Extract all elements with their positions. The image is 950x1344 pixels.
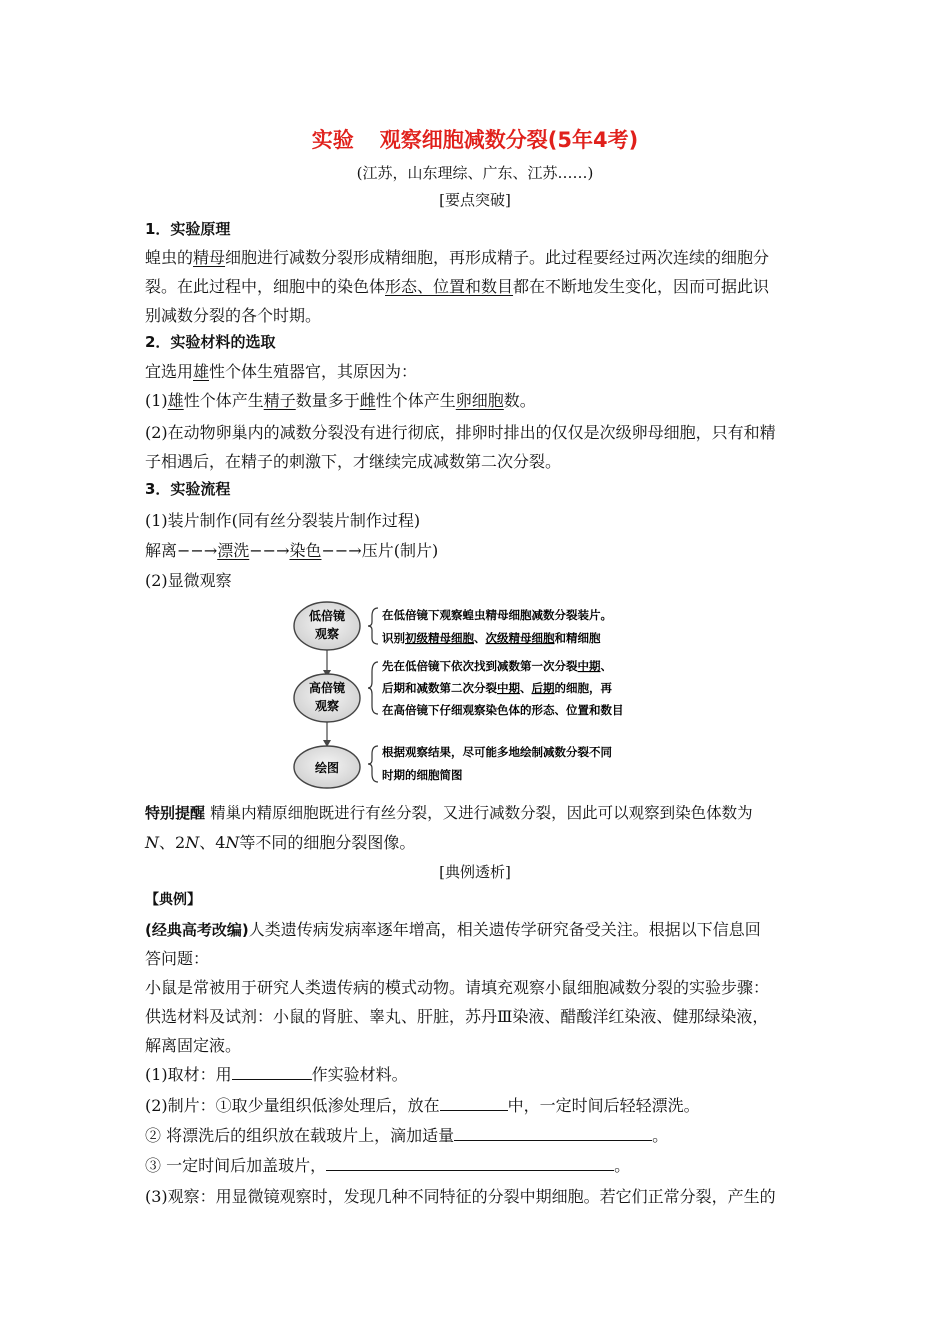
brace-icon [368,608,378,644]
question-3 [145,1123,668,1146]
low-power-desc-2: 识别初级精母细胞、次级精母细胞和精细胞 [382,631,601,645]
underlined-text: 雄 [167,391,184,410]
principle-line-1 [145,245,769,268]
materials-line-1 [145,359,417,382]
procedure-line-1: (1)装片制作(同有丝分裂装片制作过程) [145,511,421,530]
node-high-power-label-2: 观察 [314,699,340,713]
heading-materials: 2．实验材料的选取 [145,333,276,351]
text: (2)制片：①取少量组织低渗处理后，放在 [145,1096,440,1115]
high-power-desc-3: 在高倍镜下仔细观察染色体的形态、位置和数目 [382,703,624,717]
answer-blank[interactable] [440,1096,508,1111]
question-1 [145,1062,408,1085]
question-5: (3)观察：用显微镜观察时，发现几种不同特征的分裂中期细胞。若它们正常分裂，产生的 [145,1187,776,1206]
text: 蝗虫的 [145,248,194,267]
text: 中，一定时间后轻轻漂洗。 [507,1096,700,1115]
text: 数。 [503,391,536,410]
answer-blank[interactable] [232,1065,312,1080]
answer-blank[interactable] [326,1156,614,1171]
materials-line-3: (2)在动物卵巢内的减数分裂没有进行彻底，排卵时排出的仅仅是次级卵母细胞，只有和精 [145,423,776,442]
flow-step-stain: 染色 [289,541,322,560]
flow-arrow: −−→ [249,541,290,560]
var-n: N [225,833,240,852]
var-n: N [185,833,200,852]
flow-step-dissociation: 解离 [145,541,178,560]
question-4 [145,1153,630,1176]
underlined-text: 雌 [359,391,376,410]
heading-principle: 1．实验原理 [145,220,231,238]
underlined-text: 雄 [193,362,210,381]
text: 都在不断地发生变化，因而可据此识 [513,277,770,296]
flow-arrow: −−→ [321,541,362,560]
title-part-2: 观察细胞减数分裂(5年4考) [379,128,639,152]
underlined-text: 卵细胞 [455,391,504,410]
drawing-desc-1: 根据观察结果，尽可能多地绘制减数分裂不同 [382,745,612,759]
example-line-1 [145,917,761,940]
text: (1) [145,391,168,410]
brace-icon [368,662,378,714]
underlined-text: 精子 [263,391,296,410]
underlined-text: 精母 [193,248,226,267]
text: 细胞进行减数分裂形成精细胞，再形成精子。此过程要经过两次连续的细胞分 [225,248,770,267]
answer-blank[interactable] [454,1126,652,1141]
text: 裂。在此过程中，细胞中的染色体 [145,277,386,296]
underlined-text: 形态、位置和数目 [385,277,514,296]
tip-line-1 [145,801,753,823]
text: 性个体生殖器官，其原因为： [209,362,418,381]
source-label: (经典高考改编) [145,921,249,939]
flow-step-rinse: 漂洗 [217,541,250,560]
text: 。 [614,1156,631,1175]
drawing-desc-2: 时期的细胞简图 [382,768,463,782]
question-2 [145,1093,700,1116]
subtitle: (江苏，山东理综、广东、江苏……) [356,164,594,182]
example-line-5: 解离固定液。 [145,1036,242,1055]
text: 性个体产生 [375,391,456,410]
section-header-examples: [典例透析] [439,863,511,881]
high-power-desc-2: 后期和减数第二次分裂中期、后期的细胞，再 [382,681,612,695]
text: ② 将漂洗后的组织放在载玻片上，滴加适量 [145,1126,455,1145]
text: 、2 [159,833,186,852]
text: 作实验材料。 [311,1065,408,1084]
example-line-2: 答问题： [145,949,210,968]
node-low-power-label-2: 观察 [314,627,340,641]
tip-label: 特别提醒 [145,804,206,822]
tip-line-2 [145,830,415,853]
example-line-3: 小鼠是常被用于研究人类遗传病的模式动物。请填充观察小鼠细胞减数分裂的实验步骤： [145,978,770,997]
document-title [0,124,950,154]
example-tag: 【典例】 [145,892,201,908]
text: 等不同的细胞分裂图像。 [239,833,416,852]
text: 人类遗传病发病率逐年增高，相关遗传学研究备受关注。根据以下信息回 [248,920,761,939]
procedure-line-3: (2)显微观察 [145,571,232,590]
node-drawing-label: 绘图 [314,761,340,775]
high-power-desc-1: 先在低倍镜下依次找到减数第一次分裂中期、 [382,659,612,673]
procedure-flow [145,538,438,561]
text: ③ 一定时间后加盖玻片， [145,1156,327,1175]
materials-line-2 [145,388,536,411]
section-header-key-points: [要点突破] [439,191,511,209]
materials-line-4: 子相遇后，在精子的刺激下，才继续完成减数第二次分裂。 [145,452,562,471]
principle-line-2 [145,274,769,297]
text: 、4 [199,833,226,852]
node-low-power-label-1: 低倍镜 [308,609,346,623]
text: 宜选用 [145,362,194,381]
flow-step-press: 压片(制片) [361,541,439,560]
principle-line-3: 别减数分裂的各个时期。 [145,306,322,325]
text: 。 [652,1126,669,1145]
heading-procedure: 3．实验流程 [145,480,231,498]
tip-text: 精巢内精原细胞既进行有丝分裂，又进行减数分裂，因此可以观察到染色体数为 [210,804,753,822]
flow-arrow: −−→ [177,541,218,560]
text: 数量多于 [295,391,360,410]
text: 性个体产生 [183,391,264,410]
example-line-4: 供选材料及试剂：小鼠的肾脏、睾丸、肝脏，苏丹Ⅲ染液、醋酸洋红染液、健那绿染液， [145,1007,769,1026]
node-high-power-label-1: 高倍镜 [308,681,346,695]
title-part-1: 实验 [311,128,354,152]
var-n: N [145,833,159,852]
observation-flow-diagram [292,598,672,796]
text: (1)取材：用 [145,1065,232,1084]
low-power-desc-1: 在低倍镜下观察蝗虫精母细胞减数分裂装片。 [382,608,612,622]
brace-icon [368,746,378,782]
